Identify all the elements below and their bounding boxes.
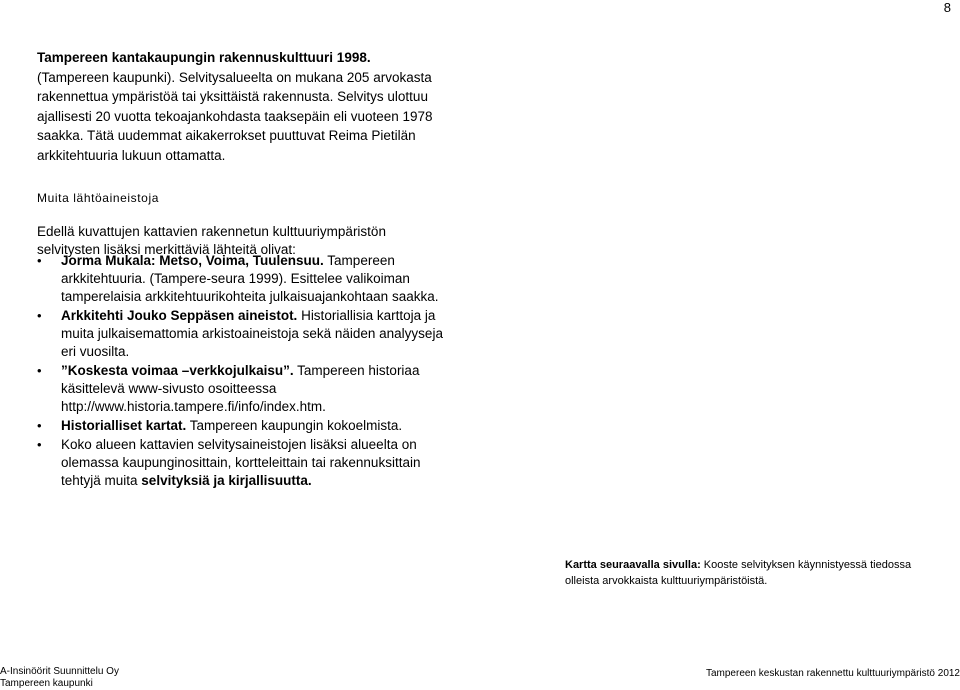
list-item-text: Koko alueen kattavien selvitysaineistojen lisäksi alueelta on olemassa kaupunginosittain, kortteleittain tai rakennuksittain tehtyjä muita (61, 437, 421, 488)
list-item-text: Tampereen historiaa käsittelevä www-sivusto osoitteessa http://www.historia.tampere.fi/info/index.htm. (61, 363, 420, 414)
list-item (37, 252, 447, 306)
bullet-icon: • (37, 253, 42, 268)
bullet-icon: • (37, 418, 42, 433)
list-item-title: Jorma Mukala: Metso, Voima, Tuulensuu. (61, 253, 324, 268)
intro-title: Tampereen kantakaupungin rakennuskulttuuri 1998. (37, 50, 371, 65)
intro-body: (Tampereen kaupunki). Selvitysalueelta on mukana 205 arvokasta rakennettua ympäristöä tai yksittäistä rakennusta. Selvitys ulottuu ajallisesti 20 vuotta tekoajankohdasta taaksepäin eli vuoteen 1978 saakka. Tätä uudemmat aikakerrokset puuttuvat Reima Pietilän arkkitehtuuria lukuun ottamatta. (37, 69, 433, 163)
list-item-text: Historiallisia karttoja ja muita julkaisemattomia arkistoaineistoja sekä näiden analyyseja eri vuosilta. (61, 308, 443, 359)
list-item (37, 417, 447, 435)
intro-paragraph (37, 48, 445, 165)
source-list (37, 252, 447, 490)
bullet-icon: • (37, 308, 42, 323)
footer-left (0, 666, 119, 690)
list-item (37, 307, 447, 361)
map-note-label: Kartta seuraavalla sivulla: (565, 559, 701, 571)
map-note-text: Kooste selvityksen käynnistyessä tiedossa olleista arvokkaista kulttuuriympäristöistä. (565, 559, 912, 587)
list-item-text: Tampereen arkkitehtuuria. (Tampere-seura 1999). Esittelee valikoiman tamperelaisia arkkitehtuurikohteita julkaisuajankohtaan saakka. (61, 253, 439, 304)
section-intro: Edellä kuvattujen kattavien rakennetun kulttuuriympäristön selvitysten lisäksi merkittäviä lähteitä olivat: (37, 224, 386, 257)
page-number: 8 (943, 0, 951, 15)
footer-report-title: Tampereen keskustan rakennettu kulttuuriympäristö 2012 (705, 668, 960, 679)
list-item (37, 436, 447, 490)
footer-company: A-Insinöörit Suunnittelu Oy (0, 666, 119, 677)
list-item-title: ”Koskesta voimaa –verkkojulkaisu”. (61, 363, 294, 378)
bullet-icon: • (37, 437, 42, 452)
list-item-text: Tampereen kaupungin kokoelmista. (186, 418, 403, 433)
list-item-title: Historialliset kartat. (61, 418, 187, 433)
section-heading: Muita lähtöaineistoja (37, 191, 160, 205)
list-item-title: Arkkitehti Jouko Seppäsen aineistot. (61, 308, 298, 323)
list-item-title: selvityksiä ja kirjallisuutta. (141, 473, 312, 488)
map-note (565, 557, 925, 589)
list-item (37, 362, 447, 416)
footer-client: Tampereen kaupunki (0, 678, 93, 689)
bullet-icon: • (37, 363, 42, 378)
